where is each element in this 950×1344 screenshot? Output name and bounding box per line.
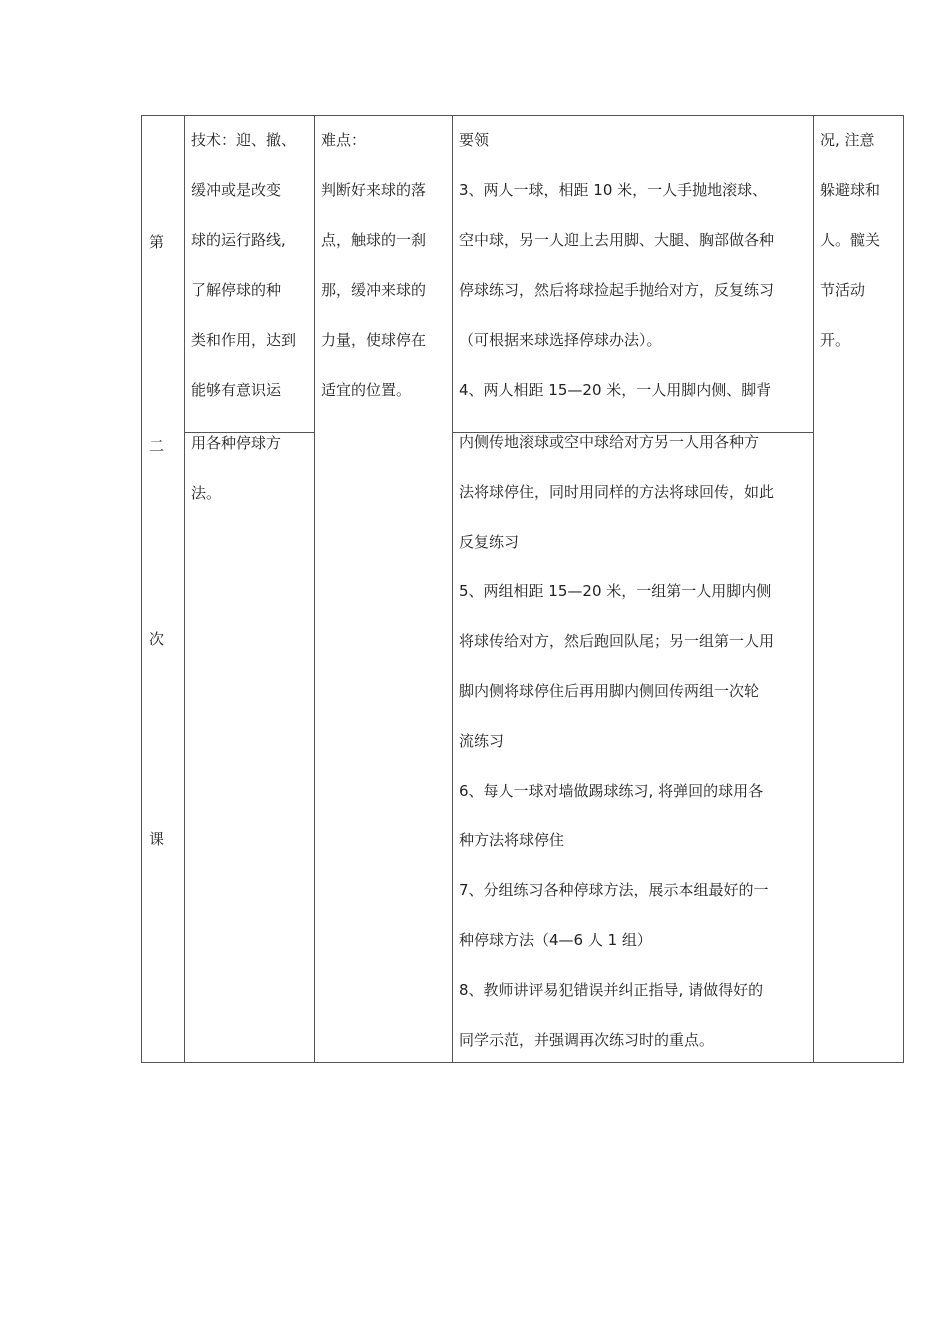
key-points-line: 要领 <box>459 131 490 149</box>
table-col-line-3 <box>452 115 453 1063</box>
key-points-line: 5、两组相距 15—20 米，一组第一人用脚内侧 <box>459 582 772 601</box>
key-points-line: 将球传给对方，然后跑回队尾；另一组第一人用 <box>459 632 775 651</box>
key-points-bottom-cell <box>459 418 774 1065</box>
technique-top-cell <box>191 115 296 415</box>
technique-line: 技术：迎、撤、 <box>191 131 297 149</box>
key-points-line: 8、教师讲评易犯错误并纠正指导, 请做得好的 <box>459 980 764 999</box>
technique-line: 用各种停球方 <box>191 434 282 452</box>
key-points-line: 空中球，另一人迎上去用脚、大腿、胸部做各种 <box>459 231 775 249</box>
key-points-line: 6、每人一球对墙做踢球练习, 将弹回的球用各 <box>459 781 764 800</box>
table-col-line-5 <box>903 115 904 1063</box>
technique-line: 法。 <box>191 484 222 502</box>
difficulty-line: 力量，使球停在 <box>321 331 427 349</box>
notes-line: 节活动 <box>820 281 866 299</box>
difficulty-line: 适宜的位置。 <box>321 381 412 399</box>
key-points-line: 种停球方法（4—6 人 1 组） <box>459 930 652 949</box>
key-points-line: 4、两人相距 15—20 米，一人用脚内侧、脚背 <box>459 381 772 399</box>
lesson-label-char: 第 <box>149 233 165 251</box>
notes-line: 况, 注意 <box>820 131 875 149</box>
lesson-label-char: 课 <box>149 830 165 848</box>
difficulty-line: 判断好来球的落 <box>321 181 427 199</box>
technique-line: 球的运行路线, <box>191 231 286 249</box>
difficulty-line: 那，缓冲来球的 <box>321 281 427 299</box>
technique-line: 了解停球的种 <box>191 281 282 299</box>
technique-line: 类和作用，达到 <box>191 331 297 349</box>
key-points-line: 反复练习 <box>459 532 520 551</box>
notes-line: 人。髋关 <box>820 231 881 249</box>
notes-line: 躲避球和 <box>820 181 881 199</box>
technique-line: 能够有意识运 <box>191 381 282 399</box>
key-points-line: 内侧传地滚球或空中球给对方另一人用各种方 <box>459 433 760 451</box>
notes-line: 开。 <box>820 331 851 349</box>
table-col-line-2 <box>314 115 315 1063</box>
key-points-line: 法将球停住，同时用同样的方法将球回传，如此 <box>459 482 775 501</box>
key-points-line: （可根据来球选择停球办法）。 <box>459 331 662 349</box>
difficulty-cell <box>321 115 426 415</box>
table-col-line-4 <box>813 115 814 1063</box>
key-points-line: 种方法将球停住 <box>459 831 565 850</box>
technique-line: 缓冲或是改变 <box>191 181 282 199</box>
key-points-top-cell <box>459 115 774 415</box>
lesson-label-char: 次 <box>149 630 165 648</box>
lesson-label-char: 二 <box>149 437 165 455</box>
technique-bottom-cell <box>191 418 281 518</box>
key-points-line: 同学示范，并强调再次练习时的重点。 <box>459 1030 715 1049</box>
difficulty-line: 难点： <box>321 131 367 149</box>
table-col-line-0 <box>141 115 142 1063</box>
table-col-line-1 <box>184 115 185 1063</box>
key-points-line: 流练习 <box>459 731 505 750</box>
key-points-line: 脚内侧将球停住后再用脚内侧回传两组一次轮 <box>459 681 760 700</box>
key-points-line: 停球练习，然后将球捡起手抛给对方，反复练习 <box>459 281 775 299</box>
key-points-line: 7、分组练习各种停球方法，展示本组最好的一 <box>459 881 769 900</box>
key-points-line: 3、两人一球，相距 10 米，一人手抛地滚球、 <box>459 181 768 199</box>
difficulty-line: 点，触球的一刹 <box>321 231 427 249</box>
notes-cell <box>820 115 880 365</box>
